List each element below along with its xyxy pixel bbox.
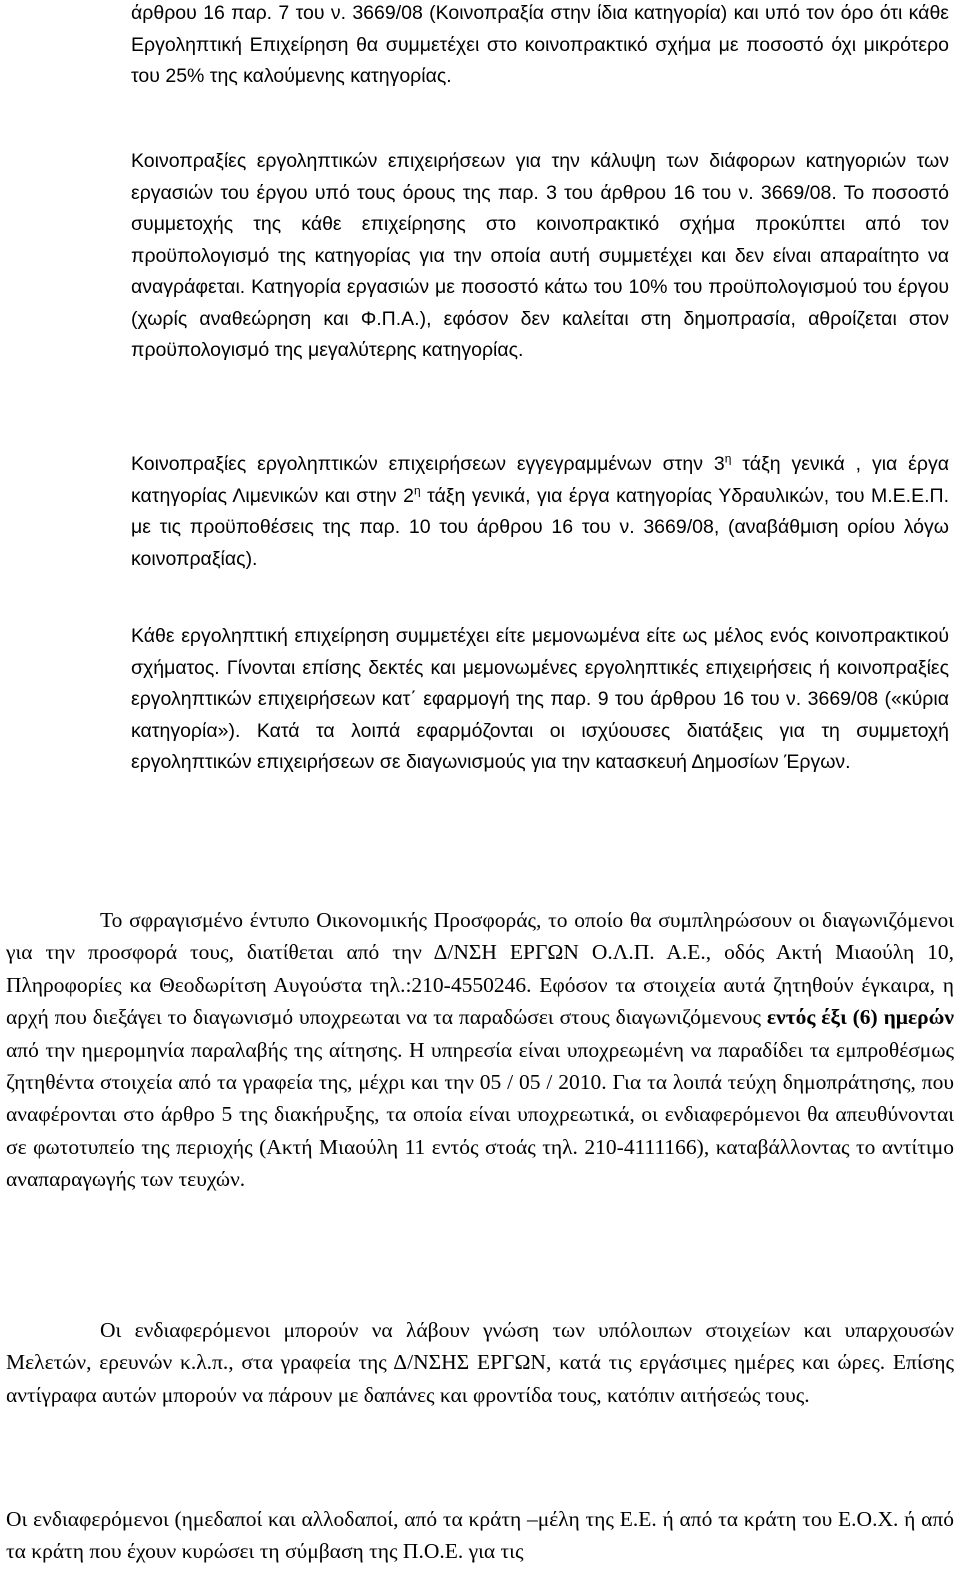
text-segment: Κοινοπραξίες εργοληπτικών επιχειρήσεων εγγεγραμμένων στην 3: [131, 453, 725, 475]
paragraph-joint-venture-classes: [131, 449, 949, 575]
superscript: η: [413, 483, 421, 497]
paragraph-eligible-parties: Οι ενδιαφερόμενοι (ημεδαποί και αλλοδαποί, από τα κράτη –μέλη της Ε.Ε. ή από τα κράτη του Ε.Ο.Χ. ή από τα κράτη που έχουν κυρώσει τη σύμβαση της Π.Ο.Ε. για τις: [6, 1507, 954, 1564]
paragraph-financial-offer-form: [6, 904, 954, 1196]
text-segment: Το σφραγισμένο έντυπο Οικονομικής Προσφοράς, το οποίο θα συμπληρώσουν οι διαγωνιζόμενοι για την προσφορά τους, διατίθεται από την Δ/ΝΣΗ ΕΡΓΩΝ Ο.Λ.Π. Α.Ε., οδός Ακτή Μιαούλη 10, Πληροφορίες κα Θεοδωρίτση Αυγούστα τηλ.:210-4550246. Εφόσον τα στοιχεία αυτά ζητηθούν έγκαιρα, η αρχή που διεξάγει το διαγωνισμό υποχρεωται να τα παραδώσει στους διαγωνιζόμενους: [6, 908, 954, 1030]
paragraph-joint-venture-category: άρθρου 16 παρ. 7 του ν. 3669/08 (Κοινοπραξία στην ίδια κατηγορία) και υπό τον όρο ότι κάθε Εργοληπτική Επιχείρηση θα συμμετέχει στο κοινοπρακτικό σχήμα με ποσοστό όχι μικρότερο του 25% της καλούμενης κατηγορίας.: [131, 2, 949, 87]
paragraph-participation: Κάθε εργοληπτική επιχείρηση συμμετέχει είτε μεμονωμένα είτε ως μέλος ενός κοινοπρακτικού σχήματος. Γίνονται επίσης δεκτές και μεμονωμένες εργοληπτικές επιχειρήσεις ή κοινοπραξίες εργοληπτικών επιχειρήσεων κατ΄ εφαρμογή της παρ. 9 του άρθρου 16 του ν. 3669/08 («κύρια κατηγορία»). Κατά τα λοιπά εφαρμόζονται οι ισχύουσες διατάξεις για τη συμμετοχή εργοληπτικών επιχειρήσεων σε διαγωνισμούς για την κατασκευή Δημοσίων Έργων.: [131, 625, 949, 773]
bold-deadline: εντός έξι (6) ημερών: [766, 1005, 954, 1030]
text-segment: τάξη γενικά , για έργα κατηγορίας Λιμενικών και στην 2: [131, 453, 949, 507]
paragraph-joint-venture-categories: Κοινοπραξίες εργοληπτικών επιχειρήσεων για την κάλυψη των διάφορων κατηγοριών των εργασιών του έργου υπό τους όρους της παρ. 3 του άρθρου 16 του ν. 3669/08. Το ποσοστό συμμετοχής της κάθε επιχείρησης στο κοινοπρακτικό σχήμα προκύπτει από τον προϋπολογισμό της κατηγορίας για την οποία αυτή συμμετέχει και δεν είναι απαραίτητο να αναγράφεται. Κατηγορία εργασιών με ποσοστό κάτω του 10% του προϋπολογισμού του έργου (χωρίς αναθεώρηση και Φ.Π.Α.), εφόσον δεν καλείται στη δημοπρασία, αθροίζεται στον προϋπολογισμό της μεγαλύτερης κατηγορίας.: [131, 150, 949, 361]
text-segment: από την ημερομηνία παραλαβής της αίτησης. Η υπηρεσία είναι υποχρεωμένη να παραδίδει τα εμπροθέσμως ζητηθέντα στοιχεία από τα γραφεία της, μέχρι και την 05 / 05 / 2010. Για τα λοιπά τεύχη δημοπράτησης, που αναφέρονται στο άρθρο 5 της διακήρυξης, τα οποία είναι υποχρεωτικά, οι ενδιαφερόμενοι θα απευθύνονται σε φωτοτυπείο της περιοχής (Ακτή Μιαούλη 11 εντός στοάς τηλ. 210-4111166), καταβάλλοντας το αντίτιμο αναπαραγωγής των τευχών.: [6, 1037, 954, 1192]
paragraph-study-access: Οι ενδιαφερόμενοι μπορούν να λάβουν γνώση των υπόλοιπων στοιχείων και υπαρχουσών Μελετών, ερευνών κ.λ.π., στα γραφεία της Δ/ΝΣΗΣ ΕΡΓΩΝ, κατά τις εργάσιμες ημέρες και ώρες. Επίσης αντίγραφα αυτών μπορούν να πάρουν με δαπάνες και φροντίδα τους, κατόπιν αιτήσεώς τους.: [6, 1318, 954, 1407]
text-segment: τάξη γενικά, για έργα κατηγορίας Υδραυλικών, του Μ.Ε.Ε.Π. με τις προϋποθέσεις της παρ. 10 του άρθρου 16 του ν. 3669/08, (αναβάθμιση ορίου λόγω κοινοπραξίας).: [131, 484, 949, 570]
superscript: η: [724, 451, 732, 466]
